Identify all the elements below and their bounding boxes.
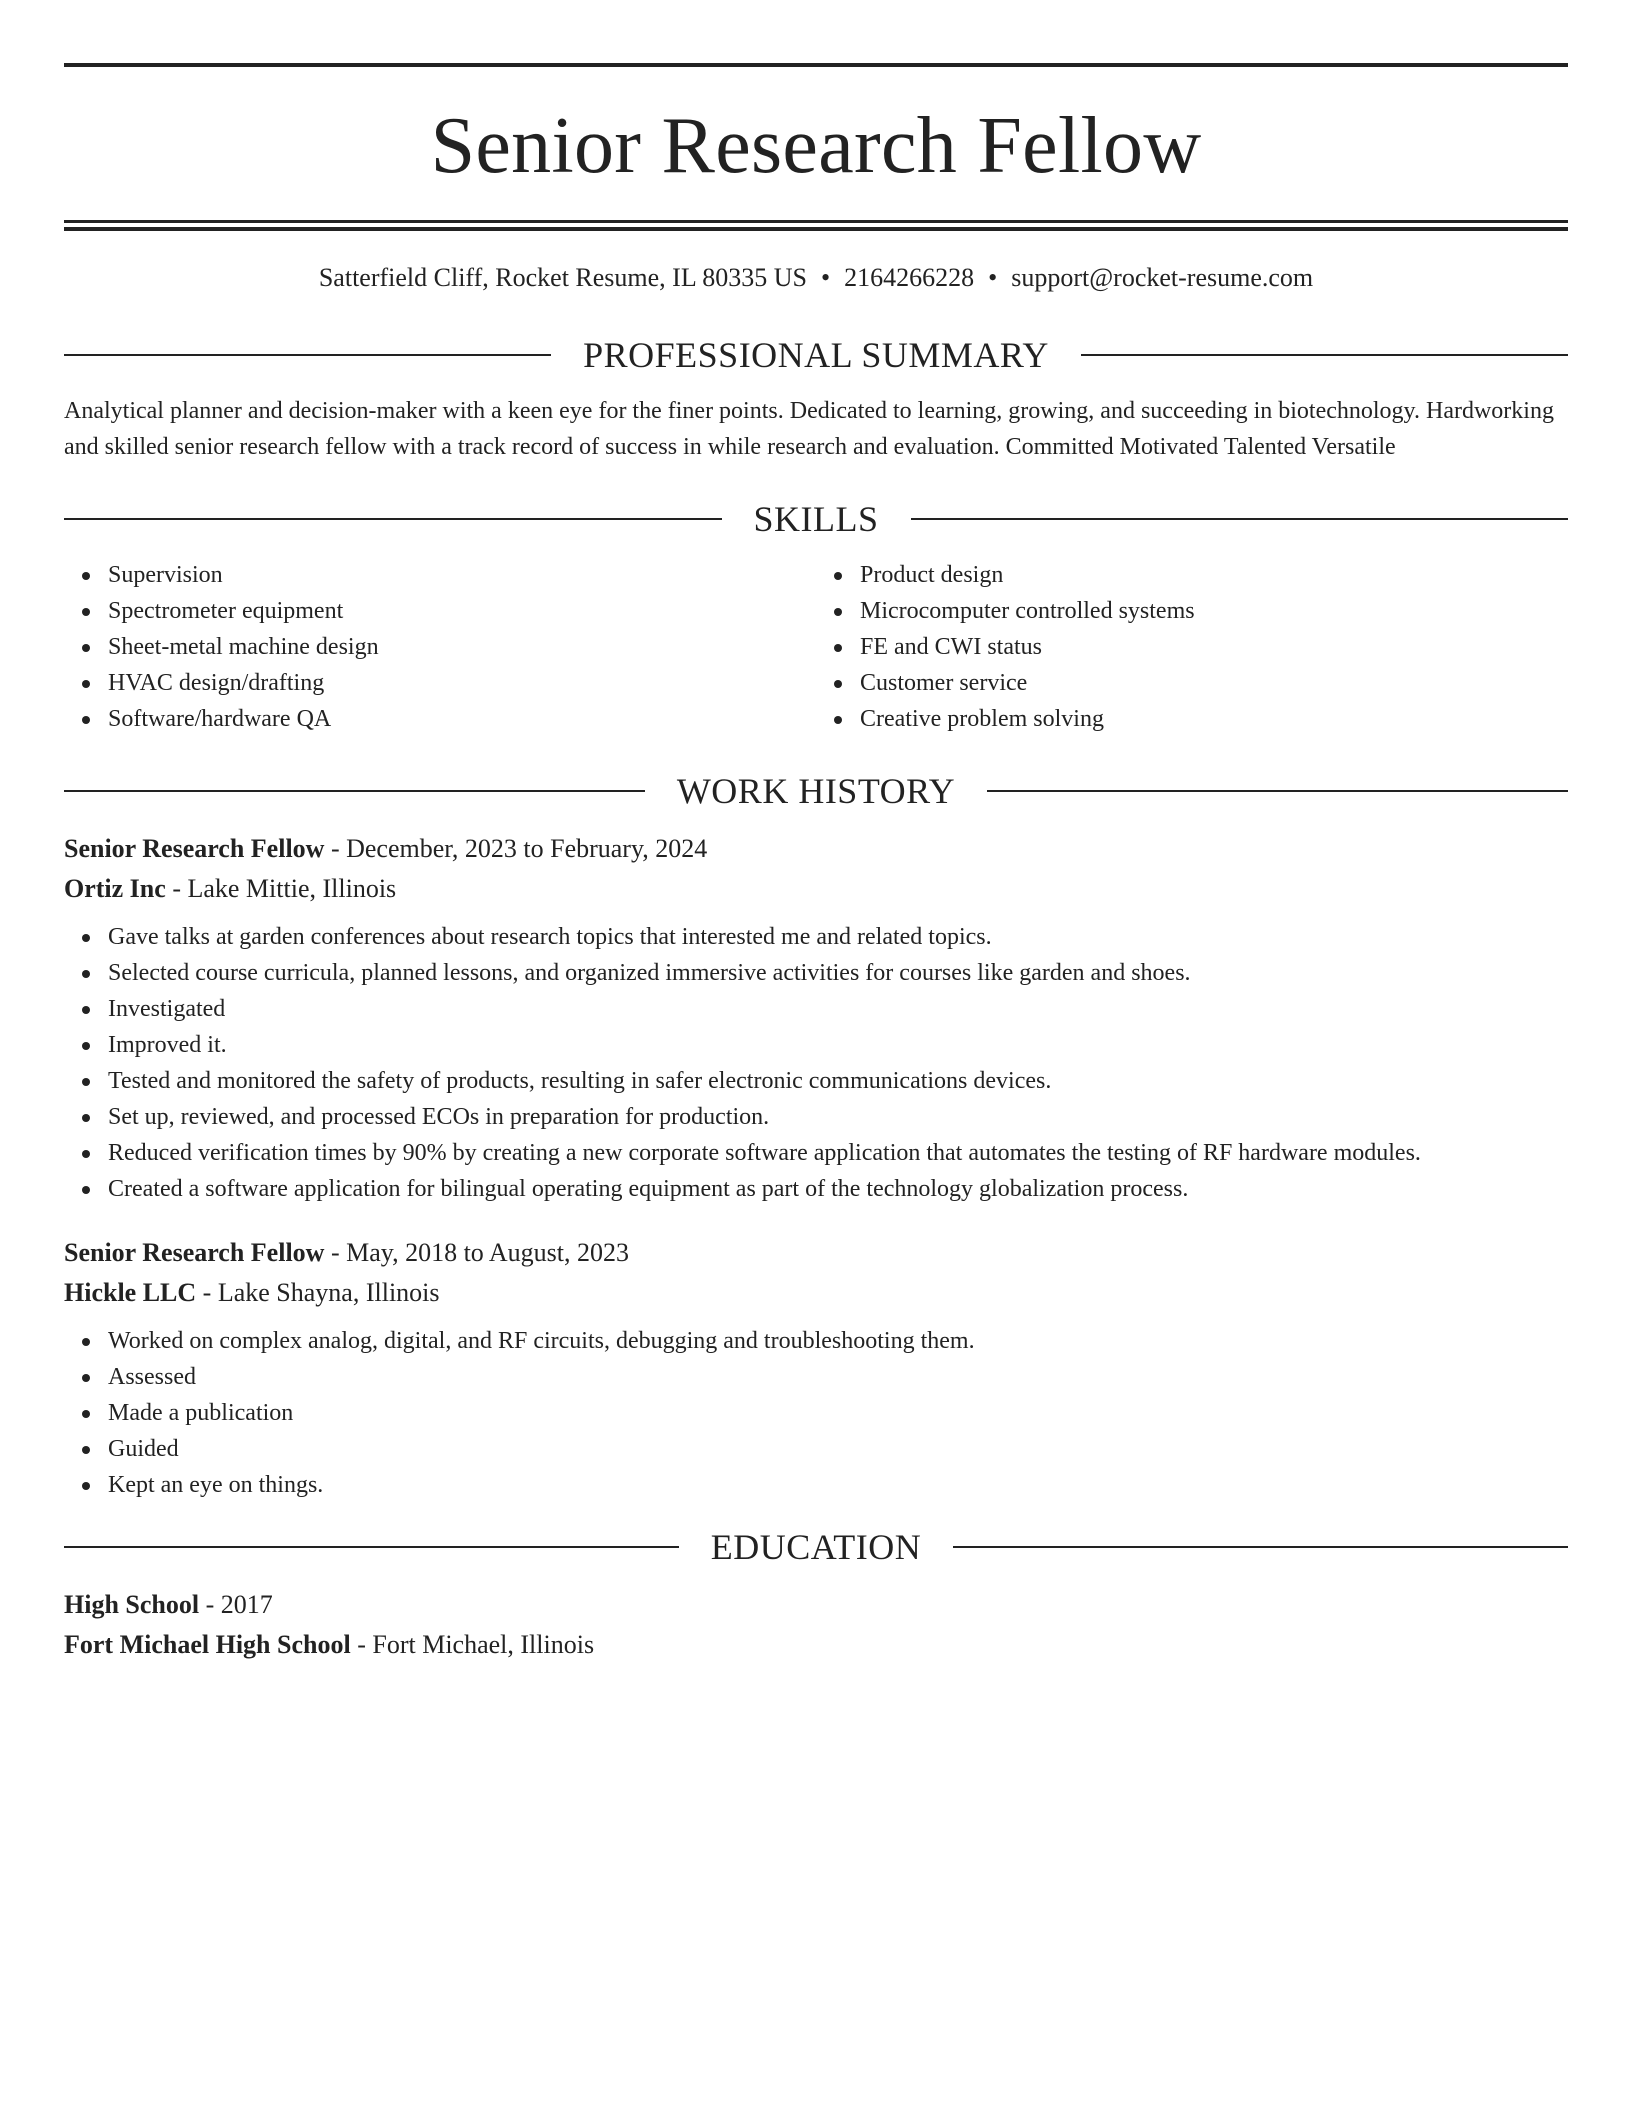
education-degree: High School bbox=[64, 1590, 200, 1619]
job-bullet: Tested and monitored the safety of products, resulting in safer electronic communications devices. bbox=[108, 1063, 1568, 1099]
job-dates: - May, 2018 to August, 2023 bbox=[324, 1238, 629, 1267]
job-bullet: Set up, reviewed, and processed ECOs in preparation for production. bbox=[108, 1099, 1568, 1135]
skill-item: Creative problem solving bbox=[860, 701, 1568, 737]
resume-name: Senior Research Fellow bbox=[430, 102, 1202, 190]
skill-item: Customer service bbox=[860, 665, 1568, 701]
job-location: - Lake Mittie, Illinois bbox=[165, 874, 397, 903]
skill-item: Microcomputer controlled systems bbox=[860, 593, 1568, 629]
education-year: - 2017 bbox=[199, 1590, 273, 1619]
job-title-line bbox=[64, 1233, 1568, 1273]
skill-item: Software/hardware QA bbox=[108, 701, 816, 737]
section-heading-summary bbox=[64, 333, 1568, 377]
skills-column-left bbox=[64, 557, 816, 737]
resume-page bbox=[64, 63, 1568, 1665]
education-school: Fort Michael High School bbox=[64, 1630, 351, 1659]
contact-separator: • bbox=[821, 263, 831, 292]
job-company-line bbox=[64, 869, 1568, 909]
job-bullets bbox=[64, 1323, 1568, 1503]
heading-rule-right bbox=[911, 518, 1569, 520]
job-entry bbox=[64, 829, 1568, 1207]
job-title-line bbox=[64, 829, 1568, 869]
skills-list bbox=[64, 557, 1568, 737]
heading-rule-left bbox=[64, 1546, 679, 1548]
job-bullets bbox=[64, 919, 1568, 1207]
contact-separator: • bbox=[988, 263, 998, 292]
education-degree-line bbox=[64, 1585, 1568, 1625]
heading-rule-left bbox=[64, 354, 551, 356]
job-bullet: Assessed bbox=[108, 1359, 1568, 1395]
education-entry bbox=[64, 1585, 1568, 1665]
job-company-line bbox=[64, 1273, 1568, 1313]
job-bullet: Improved it. bbox=[108, 1027, 1568, 1063]
job-bullet: Selected course curricula, planned lessons, and organized immersive activities for courses like garden and shoes. bbox=[108, 955, 1568, 991]
job-company: Hickle LLC bbox=[64, 1278, 197, 1307]
job-bullet: Gave talks at garden conferences about research topics that interested me and related topics. bbox=[108, 919, 1568, 955]
skill-item: Supervision bbox=[108, 557, 816, 593]
section-title: SKILLS bbox=[753, 499, 879, 539]
section-heading-work bbox=[64, 769, 1568, 813]
skill-item: Product design bbox=[860, 557, 1568, 593]
education-location: - Fort Michael, Illinois bbox=[350, 1630, 595, 1659]
skills-column-right bbox=[816, 557, 1568, 737]
section-heading-education bbox=[64, 1525, 1568, 1569]
job-title: Senior Research Fellow bbox=[64, 1238, 325, 1267]
job-bullet: Made a publication bbox=[108, 1395, 1568, 1431]
contact-address: Satterfield Cliff, Rocket Resume, IL 80335 US bbox=[318, 263, 807, 292]
job-dates: - December, 2023 to February, 2024 bbox=[324, 834, 708, 863]
job-bullet: Kept an eye on things. bbox=[108, 1467, 1568, 1503]
heading-rule-left bbox=[64, 518, 722, 520]
job-bullet: Investigated bbox=[108, 991, 1568, 1027]
skill-item: Spectrometer equipment bbox=[108, 593, 816, 629]
skill-item: Sheet-metal machine design bbox=[108, 629, 816, 665]
heading-rule-right bbox=[987, 790, 1568, 792]
summary-text: Analytical planner and decision-maker with a keen eye for the finer points. Dedicated to learning, growing, and succeeding in biotechnology. Hardworking and skilled senior research fellow with a track record of success in while research and evaluation. Committed Motivated Talented Versatile bbox=[64, 398, 1554, 460]
section-title: EDUCATION bbox=[710, 1527, 922, 1567]
skill-item: HVAC design/drafting bbox=[108, 665, 816, 701]
job-entry bbox=[64, 1233, 1568, 1503]
section-title: PROFESSIONAL SUMMARY bbox=[583, 335, 1049, 375]
contact-email: support@rocket-resume.com bbox=[1011, 263, 1314, 292]
skill-item: FE and CWI status bbox=[860, 629, 1568, 665]
job-title: Senior Research Fellow bbox=[64, 834, 325, 863]
section-heading-skills bbox=[64, 497, 1568, 541]
education-school-line bbox=[64, 1625, 1568, 1665]
job-bullet: Created a software application for bilingual operating equipment as part of the technology globalization process. bbox=[108, 1171, 1568, 1207]
heading-rule-left bbox=[64, 790, 645, 792]
section-title: WORK HISTORY bbox=[676, 771, 956, 811]
job-location: - Lake Shayna, Illinois bbox=[196, 1278, 440, 1307]
top-rule bbox=[64, 63, 1568, 67]
heading-rule-right bbox=[953, 1546, 1568, 1548]
contact-line bbox=[64, 261, 1568, 295]
job-bullet: Reduced verification times by 90% by creating a new corporate software application that automates the testing of RF hardware modules. bbox=[108, 1135, 1568, 1171]
contact-phone: 2164266228 bbox=[844, 263, 975, 292]
job-bullet: Worked on complex analog, digital, and RF circuits, debugging and troubleshooting them. bbox=[108, 1323, 1568, 1359]
double-rule bbox=[64, 220, 1568, 231]
heading-rule-right bbox=[1081, 354, 1568, 356]
job-bullet: Guided bbox=[108, 1431, 1568, 1467]
job-company: Ortiz Inc bbox=[64, 874, 166, 903]
